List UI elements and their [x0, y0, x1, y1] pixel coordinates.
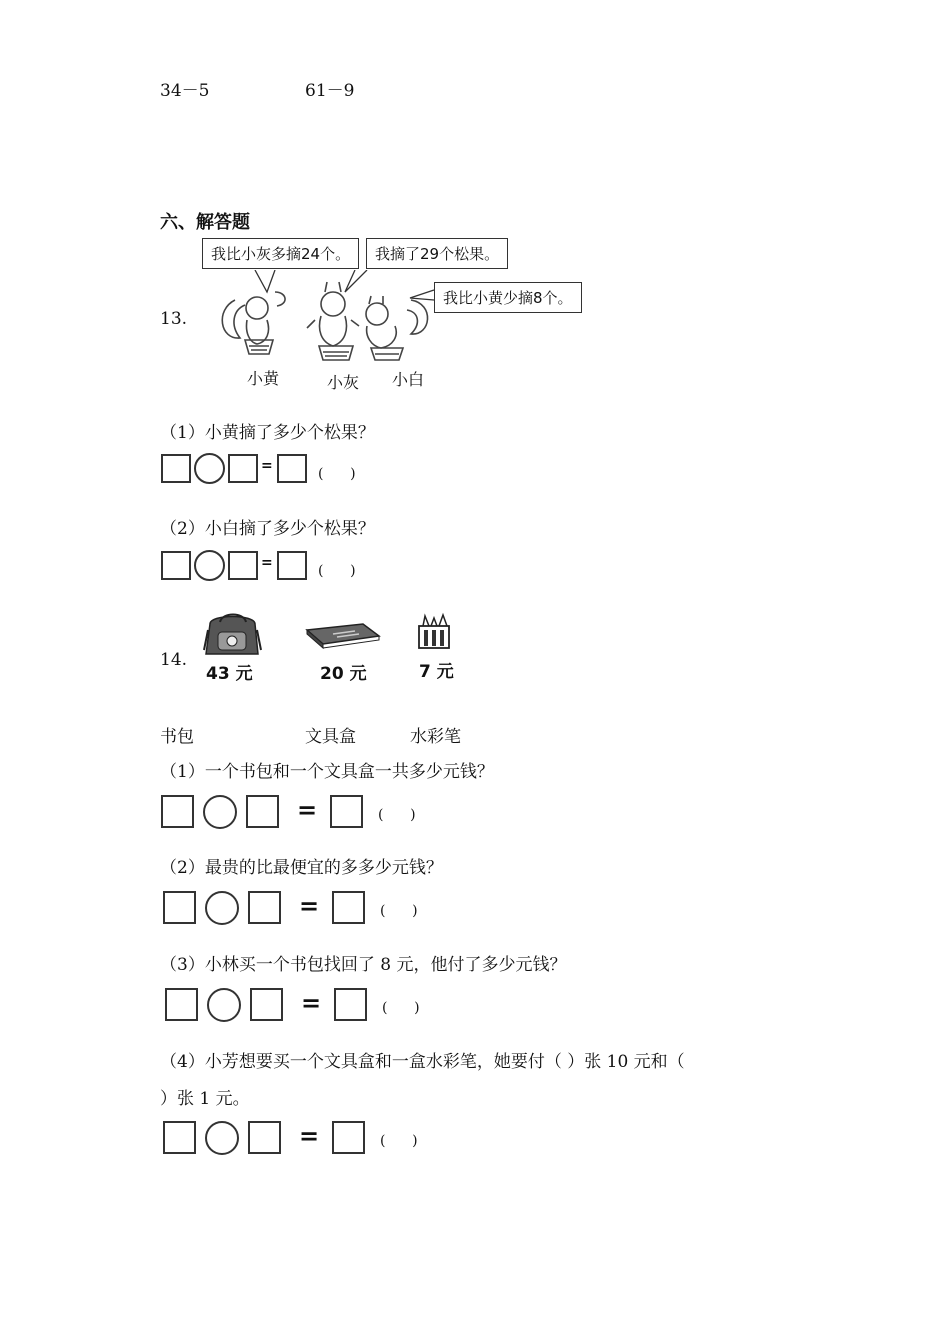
- answer-box[interactable]: [161, 454, 191, 483]
- question-14-sub-2: （2）最贵的比最便宜的多多少元钱？: [160, 858, 443, 878]
- equals-sign: =: [301, 989, 322, 1017]
- operator-circle[interactable]: [207, 988, 241, 1022]
- bubble-tail-3: [410, 290, 434, 300]
- item-label-schoolbag: 书包: [160, 727, 194, 747]
- operator-circle[interactable]: [205, 891, 239, 925]
- answer-box[interactable]: [161, 551, 191, 580]
- operator-circle[interactable]: [194, 550, 225, 581]
- equals-sign: =: [261, 555, 273, 571]
- answer-box[interactable]: [248, 891, 281, 924]
- squirrel-xiaohui-icon: [307, 282, 359, 360]
- equals-sign: =: [299, 892, 320, 920]
- answer-box[interactable]: [246, 795, 279, 828]
- question-14-sub-1: （1）一个书包和一个文具盒一共多少元钱？: [160, 762, 494, 782]
- squirrel-name-xiaohuang: 小黄: [247, 369, 280, 388]
- answer-box[interactable]: [228, 551, 258, 580]
- squirrel-xiaohuang-icon: [222, 292, 285, 354]
- unit-paren[interactable]: ( ): [380, 1133, 418, 1149]
- operator-circle[interactable]: [205, 1121, 239, 1155]
- speech-bubble-3: 我比小黄少摘8个。: [434, 282, 582, 313]
- squirrels-illustration: [215, 270, 445, 365]
- question-13-sub-1: （1）小黄摘了多少个松果？: [160, 423, 375, 443]
- answer-box[interactable]: [330, 795, 363, 828]
- equals-sign: =: [297, 796, 318, 824]
- section-title: 六、解答题: [160, 212, 250, 233]
- answer-box[interactable]: [161, 795, 194, 828]
- unit-paren[interactable]: ( ): [380, 903, 418, 919]
- answer-box[interactable]: [163, 891, 196, 924]
- schoolbag-icon: [200, 610, 265, 660]
- answer-box[interactable]: [228, 454, 258, 483]
- squirrel-name-xiaobai: 小白: [392, 370, 425, 389]
- question-13-sub-2: （2）小白摘了多少个松果？: [160, 519, 375, 539]
- question-14-sub-4-line-1: （4）小芳想要买一个文具盒和一盒水彩笔，她要付（ ）张 10 元和（: [160, 1052, 685, 1072]
- answer-box[interactable]: [334, 988, 367, 1021]
- bubble-tail-1: [255, 270, 275, 292]
- item-label-pencil-box: 文具盒: [305, 727, 356, 747]
- answer-box[interactable]: [248, 1121, 281, 1154]
- watercolor-pens-icon: [415, 612, 455, 652]
- answer-box[interactable]: [332, 891, 365, 924]
- calc-expression-1: 34－5: [160, 81, 210, 101]
- question-14-sub-3: （3）小林买一个书包找回了 8 元，他付了多少元钱？: [160, 955, 567, 975]
- equals-sign: =: [299, 1122, 320, 1150]
- question-13-number: 13.: [160, 309, 188, 329]
- squirrel-xiaobai-icon: [366, 296, 428, 360]
- unit-paren[interactable]: ( ): [378, 807, 416, 823]
- answer-box[interactable]: [277, 551, 307, 580]
- question-14-number: 14.: [160, 650, 188, 670]
- operator-circle[interactable]: [203, 795, 237, 829]
- answer-box[interactable]: [163, 1121, 196, 1154]
- price-pencil-box: 20 元: [320, 664, 367, 684]
- item-label-watercolor-pens: 水彩笔: [410, 727, 461, 747]
- unit-paren[interactable]: ( ): [382, 1000, 420, 1016]
- calc-expression-2: 61－9: [305, 81, 355, 101]
- question-14-sub-4-line-2: ）张 1 元。: [160, 1089, 250, 1109]
- pencil-box-icon: [303, 620, 381, 650]
- answer-box[interactable]: [165, 988, 198, 1021]
- price-schoolbag: 43 元: [206, 664, 253, 684]
- speech-bubble-1: 我比小灰多摘24个。: [202, 238, 359, 269]
- operator-circle[interactable]: [194, 453, 225, 484]
- equals-sign: =: [261, 458, 273, 474]
- squirrel-name-xiaohui: 小灰: [327, 373, 360, 392]
- unit-paren[interactable]: ( ): [318, 466, 356, 482]
- speech-bubble-2: 我摘了29个松果。: [366, 238, 508, 269]
- answer-box[interactable]: [277, 454, 307, 483]
- unit-paren[interactable]: ( ): [318, 563, 356, 579]
- price-watercolor-pens: 7 元: [419, 662, 454, 682]
- answer-box[interactable]: [250, 988, 283, 1021]
- bubble-tail-2: [345, 270, 367, 292]
- answer-box[interactable]: [332, 1121, 365, 1154]
